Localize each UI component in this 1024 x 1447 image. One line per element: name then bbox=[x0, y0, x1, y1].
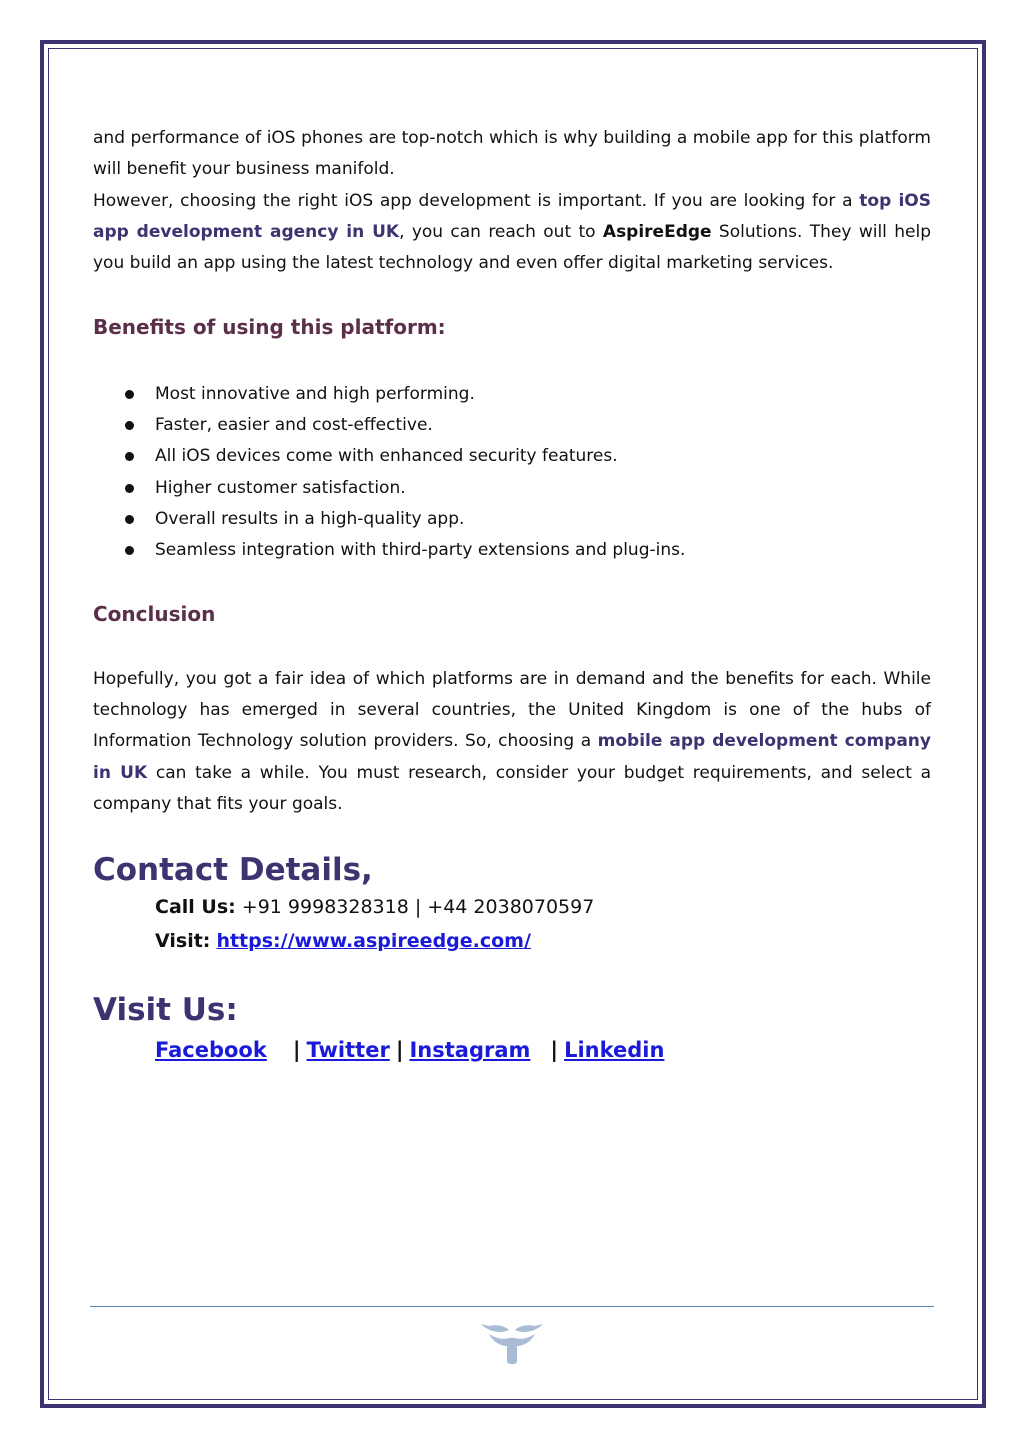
intro-text-c: Solutions. They will help you build an app using the latest technology and even offer digital marketing services. bbox=[93, 221, 932, 274]
list-item bbox=[125, 473, 931, 504]
footer-divider bbox=[90, 1306, 934, 1307]
linkedin-link[interactable]: Linkedin bbox=[564, 1038, 665, 1063]
conclusion-text-b: can take a while. You must research, consider your budget requirements, and select a company that fits your goals. bbox=[93, 762, 931, 815]
separator: | bbox=[292, 1038, 301, 1063]
bullet-icon bbox=[125, 452, 134, 461]
website-link[interactable]: https://www.aspireedge.com/ bbox=[216, 930, 531, 953]
list-item bbox=[125, 504, 931, 535]
conclusion-heading: Conclusion bbox=[93, 601, 216, 626]
bullet-icon bbox=[125, 484, 134, 493]
contact-heading: Contact Details, bbox=[93, 852, 373, 889]
benefit-text: Seamless integration with third-party extensions and plug-ins. bbox=[155, 540, 686, 561]
benefits-heading: Benefits of using this platform: bbox=[93, 315, 446, 340]
conclusion-paragraph bbox=[93, 664, 931, 820]
twitter-link[interactable]: Twitter bbox=[306, 1038, 390, 1063]
benefits-list bbox=[93, 379, 931, 567]
bullet-icon bbox=[125, 421, 134, 430]
separator: | bbox=[550, 1038, 559, 1063]
separator: | bbox=[395, 1038, 404, 1063]
bullet-icon bbox=[125, 546, 134, 555]
visit-label: Visit: bbox=[155, 930, 211, 953]
list-item bbox=[125, 535, 931, 566]
document-body bbox=[93, 123, 931, 1070]
list-item bbox=[125, 410, 931, 441]
benefit-text: Overall results in a high-quality app. bbox=[155, 508, 465, 529]
conclusion-text-a: Hopefully, you got a fair idea of which platforms are in demand and the benefits for each. While technology has emerged in several countries, the United Kingdom is one of the hubs of Information Technology solution providers. So, choosing a bbox=[93, 668, 931, 752]
top-ios-agency-link[interactable]: top iOS app development agency in UK bbox=[93, 190, 931, 242]
phone-numbers: +91 9998328318 | +44 2038070597 bbox=[235, 896, 595, 919]
brand-name: AspireEdge bbox=[602, 221, 712, 242]
call-us-line bbox=[93, 890, 931, 924]
call-label: Call Us: bbox=[155, 896, 236, 919]
intro-text-b: , you can reach out to bbox=[399, 221, 603, 242]
visit-us-heading: Visit Us: bbox=[93, 992, 238, 1029]
intro-paragraph-2 bbox=[93, 186, 931, 280]
social-links bbox=[93, 1030, 931, 1070]
bullet-icon bbox=[125, 390, 134, 399]
visit-line bbox=[93, 924, 931, 958]
benefit-text: All iOS devices come with enhanced security features. bbox=[155, 446, 618, 467]
intro-paragraph-1: and performance of iOS phones are top-notch which is why building a mobile app for this platform will benefit your business manifold. bbox=[93, 128, 931, 180]
instagram-link[interactable]: Instagram bbox=[409, 1038, 531, 1063]
benefit-text: Most innovative and high performing. bbox=[155, 383, 475, 404]
list-item bbox=[125, 379, 931, 410]
facebook-link[interactable]: Facebook bbox=[155, 1038, 267, 1063]
benefit-text: Faster, easier and cost-effective. bbox=[155, 415, 433, 436]
intro-text-a: However, choosing the right iOS app development is important. If you are looking for a bbox=[93, 190, 860, 211]
list-item bbox=[125, 441, 931, 472]
mobile-app-company-link[interactable]: mobile app development company in UK bbox=[93, 731, 931, 783]
aspireedge-logo-icon bbox=[479, 1318, 545, 1366]
bullet-icon bbox=[125, 515, 134, 524]
benefit-text: Higher customer satisfaction. bbox=[155, 477, 406, 498]
